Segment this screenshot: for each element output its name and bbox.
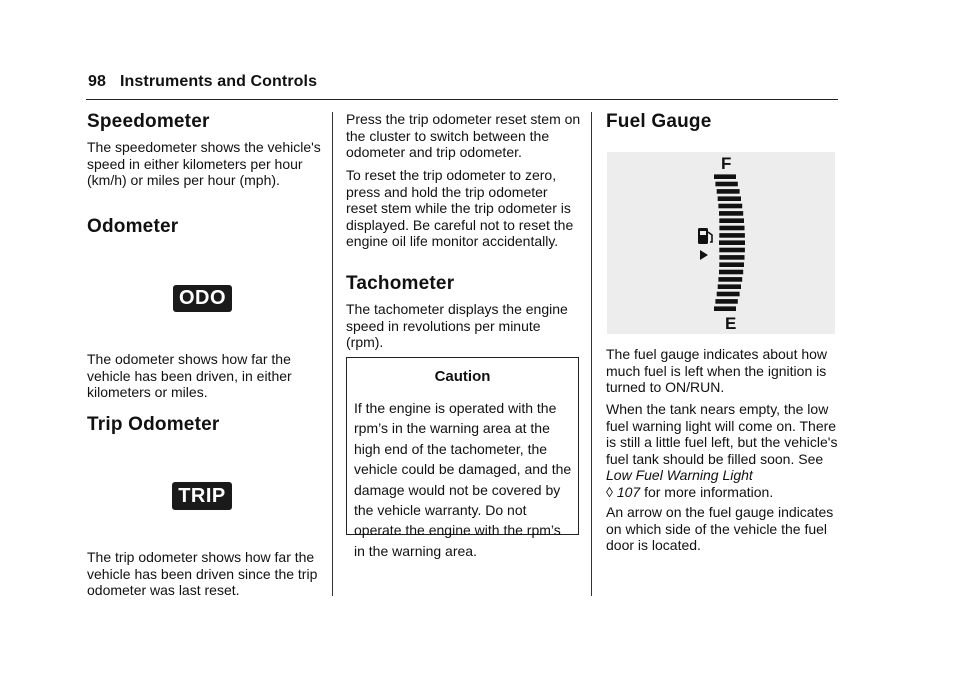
fuel-gauge-bar (714, 306, 736, 311)
fuel-gauge-bar (719, 233, 745, 238)
fuel-gauge-text-2 (606, 401, 838, 501)
page-number: 98 (88, 73, 106, 90)
odometer-heading: Odometer (87, 216, 179, 237)
fuel-gauge-text-3: An arrow on the fuel gauge indicates on which side of the vehicle the fuel door is located. (606, 504, 834, 554)
fuel-gauge-bar (718, 277, 742, 282)
fuel-pump-icon (698, 228, 712, 244)
fuel-gauge-bar (719, 255, 744, 260)
trip-odometer-text: The trip odometer shows how far the vehicle has been driven since the trip odometer was last reset. (87, 549, 318, 599)
fuel-full-label: F (721, 154, 732, 173)
caution-text: If the engine is operated with the rpm’s in the warning area at the high end of the tachometer, the vehicle could be damaged, and the damage would not be covered by the vehicle warranty. Do not operate the engine with the rpm’s in the warning area. (354, 400, 572, 559)
column-divider-2 (591, 112, 592, 596)
fuel-gauge-bar (719, 262, 744, 267)
caution-box (346, 357, 579, 559)
tachometer-heading: Tachometer (346, 273, 455, 294)
trip-icon: TRIP (172, 482, 232, 510)
trip-reset-text-2: To reset the trip odometer to zero, press and hold the trip odometer reset stem while the trip odometer is displayed. Be careful not to reset the engine oil life monitor accidentally. (346, 167, 574, 250)
fuel-gauge-bar (717, 189, 740, 194)
tachometer-text: The tachometer displays the engine speed in revolutions per minute (rpm). (346, 301, 568, 351)
fuel-empty-label: E (725, 314, 737, 333)
fuel-gauge-bar (717, 292, 740, 297)
page-ref-number[interactable]: 107 (616, 483, 641, 500)
fuel-gauge-bar (718, 196, 741, 201)
fuel-gauge-text-1: The fuel gauge indicates about how much fuel is left when the ignition is turned to ON/RUN. (606, 346, 828, 396)
fuel-gauge-bar (719, 240, 745, 245)
column-divider-1 (332, 112, 333, 596)
trip-odometer-heading: Trip Odometer (87, 414, 220, 435)
fuel-gauge-bar (714, 174, 736, 179)
fuel-gauge-bar (718, 284, 741, 289)
trip-reset-text-1: Press the trip odometer reset stem on the cluster to switch between the odometer and trip odometer. (346, 111, 581, 161)
page-header (88, 73, 317, 91)
caution-title: Caution (434, 368, 491, 385)
fuel-gauge-bar (719, 226, 744, 231)
section-title: Instruments and Controls (120, 73, 318, 90)
fuel-gauge-bar (719, 218, 744, 223)
header-rule (86, 99, 838, 100)
fuel-gauge-heading: Fuel Gauge (606, 111, 712, 132)
fuel-gauge-bar (719, 270, 743, 275)
low-fuel-warning-link[interactable]: Low Fuel Warning Light (606, 467, 753, 484)
odometer-text: The odometer shows how far the vehicle has been driven, in either kilometers or miles. (87, 351, 292, 401)
fuel-gauge-bar (715, 182, 737, 187)
fuel-gauge-scale (714, 174, 745, 311)
odometer-icon: ODO (173, 285, 232, 312)
fuel-gauge-graphic (607, 152, 835, 334)
fuel-door-arrow-icon (700, 250, 708, 260)
fuel-gauge-bar (718, 204, 742, 209)
fuel-gauge-bar (719, 211, 743, 216)
fuel-text-2-prefix: When the tank nears empty, the low fuel warning light will come on. There is still a little fuel left, but the vehicle's fuel tank should be filled soon. See (606, 401, 838, 467)
speedometer-text: The speedometer shows the vehicle's speed in either kilometers per hour (km/h) or miles per hour (mph). (87, 139, 321, 189)
fuel-gauge-illustration (607, 152, 835, 334)
fuel-text-2-suffix: for more information. (644, 483, 774, 500)
fuel-gauge-bar (719, 248, 745, 253)
page-ref-glyph: ◊ (606, 483, 613, 500)
fuel-gauge-bar (715, 299, 737, 304)
speedometer-heading: Speedometer (87, 111, 210, 132)
